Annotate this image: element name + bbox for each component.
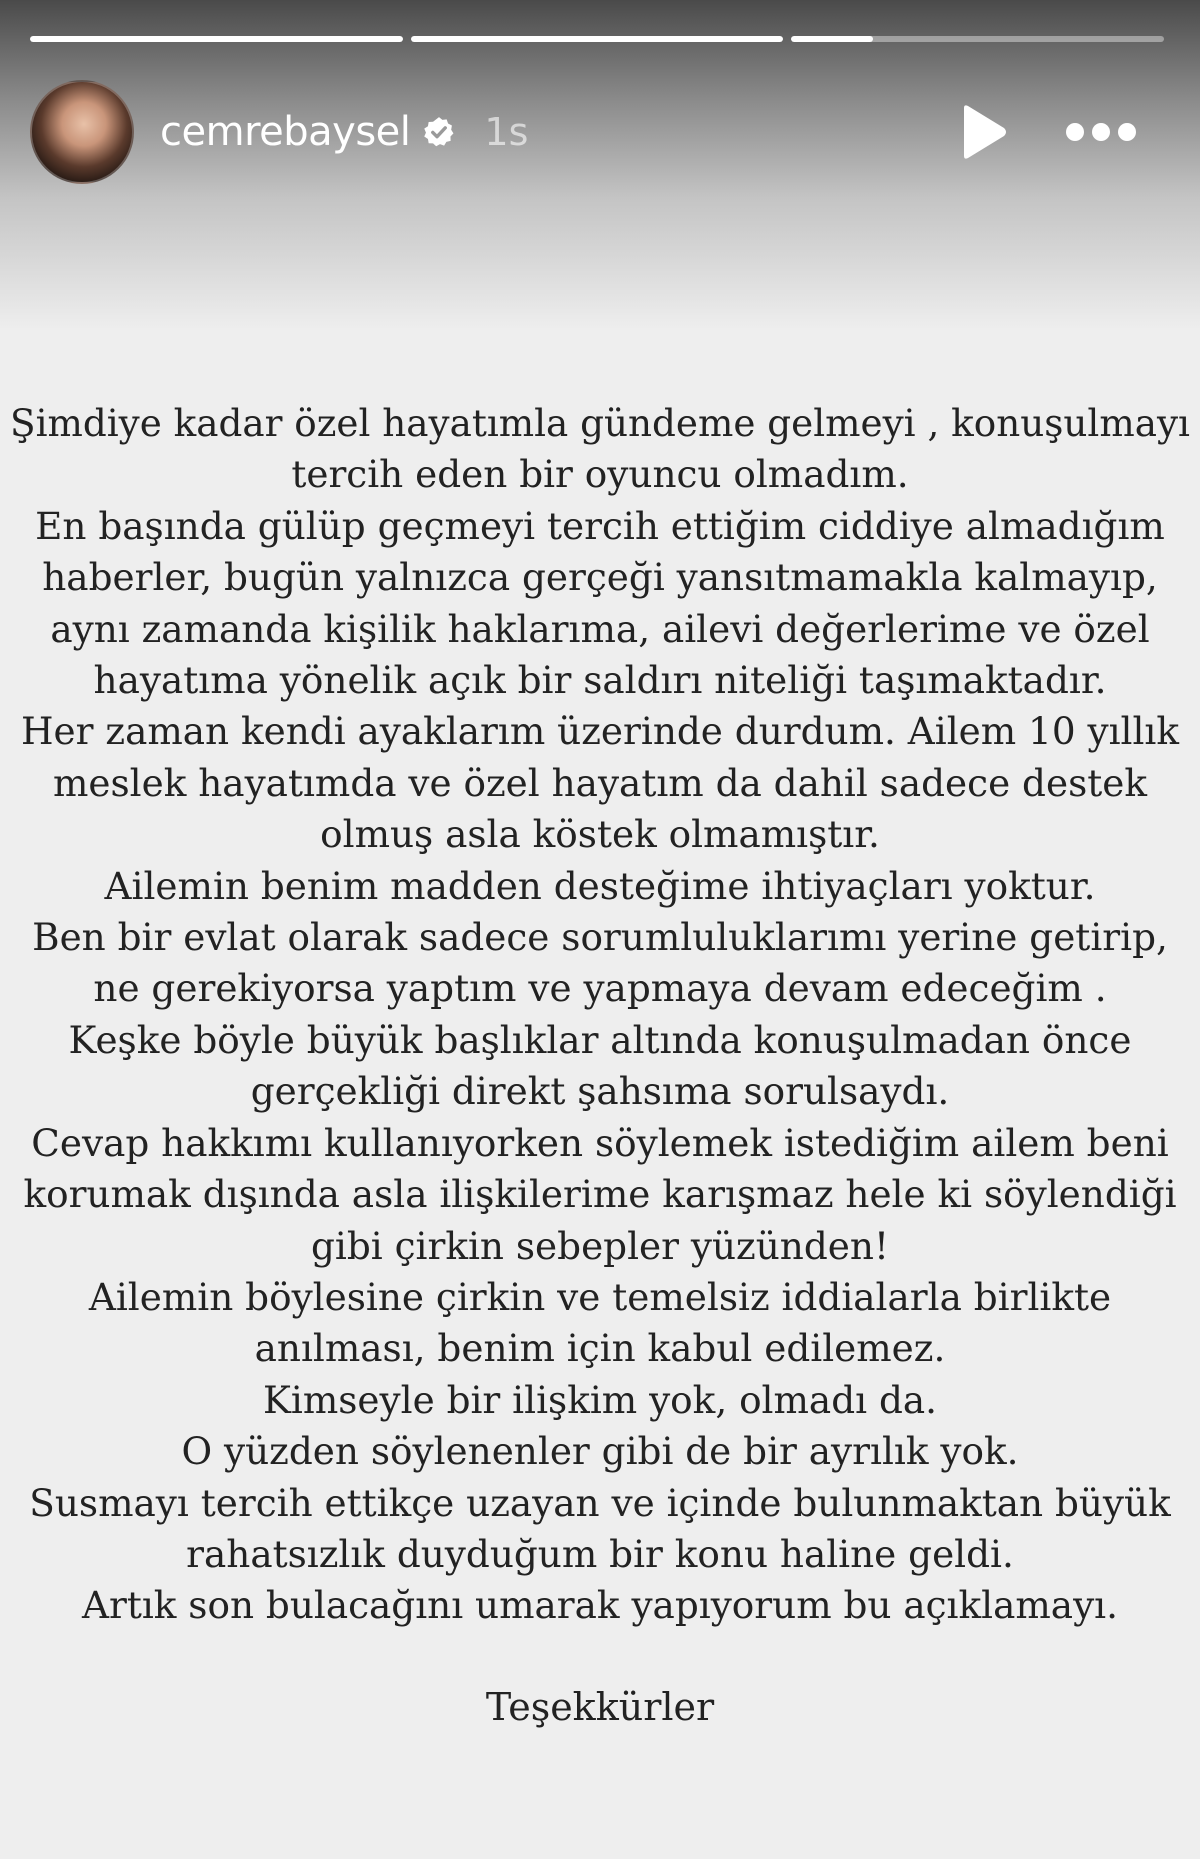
- more-dot: [1066, 123, 1084, 141]
- statement-line: Artık son bulacağını umarak yapıyorum bu açıklamayı.: [81, 1583, 1118, 1628]
- statement-line: En başında gülüp geçmeyi tercih ettiğim ciddiye almadığım: [35, 503, 1165, 548]
- statement-line: Keşke böyle büyük başlıklar altında konuşulmadan önce: [68, 1017, 1132, 1062]
- statement-line: Her zaman kendi ayaklarım üzerinde durdum. Ailem 10 yıllık: [20, 709, 1180, 754]
- post-timestamp: 1s: [484, 110, 529, 154]
- story-progress-fill: [791, 36, 873, 42]
- statement-line: tercih eden bir oyuncu olmadım.: [291, 452, 909, 497]
- story-progress-bar: [30, 36, 1164, 42]
- more-dot: [1092, 123, 1110, 141]
- story-header: [30, 80, 1164, 184]
- statement-line: gerçekliği direkt şahsıma sorulsaydı.: [250, 1069, 950, 1114]
- statement-line: korumak dışında asla ilişkilerime karışmaz hele ki söylendiği: [23, 1172, 1177, 1217]
- statement-line: anılması, benim için kabul edilemez.: [254, 1326, 946, 1371]
- statement-line: Ailemin böylesine çirkin ve temelsiz iddialarla birlikte: [88, 1274, 1112, 1319]
- statement-line: haberler, bugün yalnızca gerçeği yansıtmamakla kalmayıp,: [42, 555, 1158, 600]
- play-icon[interactable]: [958, 104, 1008, 160]
- more-dots-icon[interactable]: [1066, 120, 1136, 144]
- statement-line: Cevap hakkımı kullanıyorken söylemek istediğim ailem beni: [31, 1120, 1169, 1165]
- avatar[interactable]: [30, 80, 134, 184]
- statement-line: aynı zamanda kişilik haklarıma, ailevi değerlerime ve özel: [50, 606, 1150, 651]
- username-link[interactable]: cemrebaysel: [160, 109, 411, 155]
- statement-line: Ben bir evlat olarak sadece sorumluluklarımı yerine getirip,: [32, 915, 1168, 960]
- story-progress-segment: [30, 36, 403, 42]
- statement-line: gibi çirkin sebepler yüzünden!: [311, 1223, 889, 1268]
- statement-line: Kimseyle bir ilişkim yok, olmadı da.: [262, 1377, 938, 1422]
- statement-line: olmuş asla köstek olmamıştır.: [320, 812, 880, 857]
- statement-line: Susmayı tercih ettikçe uzayan ve içinde bulunmaktan büyük: [29, 1480, 1171, 1525]
- statement-line: Ailemin benim madden desteğime ihtiyaçları yoktur.: [104, 863, 1096, 908]
- statement-line: meslek hayatımda ve özel hayatım da dahil sadece destek: [52, 760, 1148, 805]
- statement-line: O yüzden söylenenler gibi de bir ayrılık yok.: [181, 1429, 1019, 1474]
- story-progress-fill: [411, 36, 784, 42]
- story-progress-segment: [791, 36, 1164, 42]
- verified-badge-icon: [422, 115, 456, 149]
- story-progress-fill: [30, 36, 403, 42]
- statement-line: hayatıma yönelik açık bir saldırı niteliği taşımaktadır.: [93, 658, 1107, 703]
- statement-text: [0, 398, 1200, 1632]
- statement-line: Şimdiye kadar özel hayatımla gündeme gelmeyi , konuşulmayı: [10, 401, 1190, 445]
- story-progress-segment: [411, 36, 784, 42]
- statement-closing: Teşekkürler: [485, 1685, 715, 1729]
- more-dot: [1118, 123, 1136, 141]
- statement-line: rahatsızlık duyduğum bir konu haline geldi.: [186, 1531, 1014, 1576]
- statement-line: ne gerekiyorsa yaptım ve yapmaya devam edeceğim .: [93, 966, 1107, 1011]
